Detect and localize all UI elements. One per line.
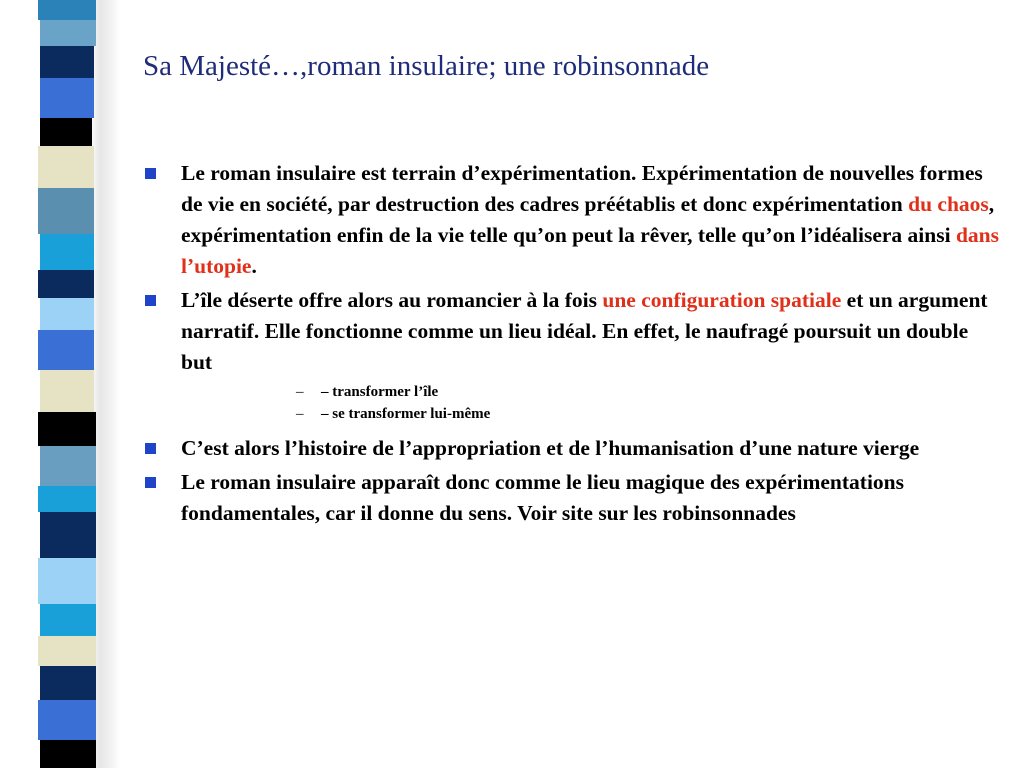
bullet-text: et un argument narratif. Elle fonctionne comme un lieu idéal. En effet, le naufragé poursuit un double but bbox=[181, 288, 988, 374]
sub-item bbox=[143, 403, 1003, 425]
bullet-text: L’île déserte offre alors au romancier à la fois bbox=[181, 288, 603, 312]
dash-marker: – bbox=[296, 384, 304, 400]
slide-content bbox=[143, 158, 1003, 532]
square-bullet-icon bbox=[145, 295, 156, 306]
bullet-item bbox=[143, 158, 1003, 282]
bullet-text: Le roman insulaire est terrain d’expérimentation. Expérimentation de nouvelles formes de vie en société, par destruction des cadres préétablis et donc expérimentation bbox=[181, 161, 983, 216]
bullet-item bbox=[143, 285, 1003, 378]
bullet-text: . bbox=[251, 254, 257, 278]
bullet-text: C’est alors l’histoire de l’appropriation et de l’humanisation d’une nature vierge bbox=[181, 436, 920, 460]
bullet-item bbox=[143, 433, 1003, 464]
slide-title: Sa Majesté…,roman insulaire; une robinsonnade bbox=[143, 50, 710, 82]
sub-item-text: – transformer l’île bbox=[321, 384, 439, 400]
highlight-text: du chaos bbox=[908, 192, 989, 216]
square-bullet-icon bbox=[145, 443, 156, 454]
sub-list bbox=[143, 381, 1003, 425]
decorative-strip bbox=[0, 0, 120, 768]
bullet-text: Le roman insulaire apparaît donc comme le lieu magique des expérimentations fondamentales, car il donne du sens. Voir site sur les robinsonnades bbox=[181, 470, 905, 525]
sub-item-text: – se transformer lui-même bbox=[321, 406, 491, 422]
square-bullet-icon bbox=[145, 477, 156, 488]
highlight-text: dans l’utopie bbox=[181, 223, 999, 278]
bullet-text: , expérimentation enfin de la vie telle qu’on peut la rêver, telle qu’on l’idéalisera ainsi bbox=[181, 192, 995, 247]
square-bullet-icon bbox=[145, 168, 156, 179]
highlight-text: une configuration spatiale bbox=[602, 288, 842, 312]
sub-item bbox=[143, 381, 1003, 403]
bullet-item bbox=[143, 467, 1003, 529]
dash-marker: – bbox=[296, 406, 304, 422]
